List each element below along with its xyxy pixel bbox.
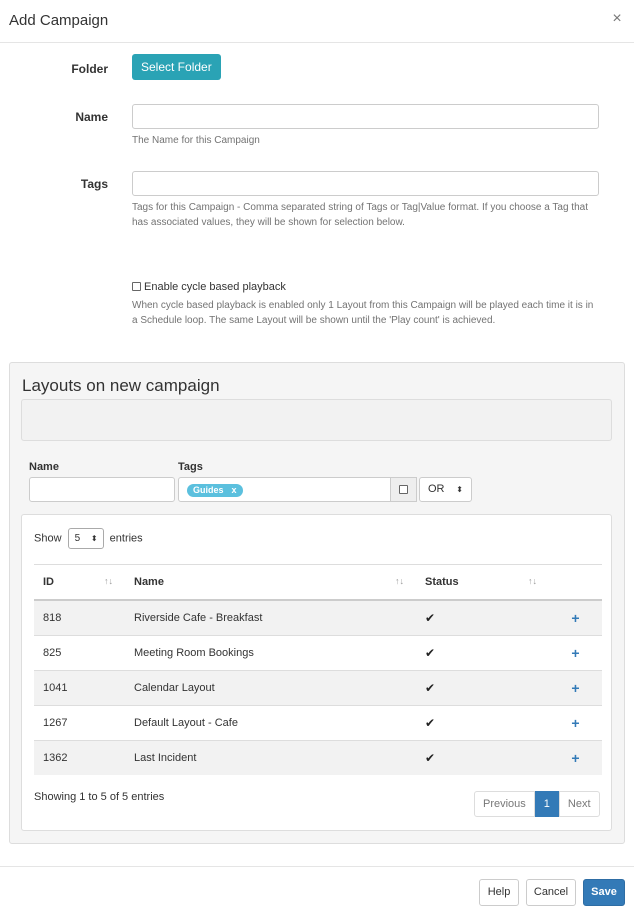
cycle-help-text: When cycle based playback is enabled only 1 Layout from this Campaign will be played each time it is in a Schedule loop. The same Layout will be shown until the 'Play count' is achieved.: [132, 300, 594, 326]
filter-name-label: Name: [29, 461, 59, 473]
check-icon: ✔: [425, 646, 436, 660]
filter-tags-label: Tags: [178, 461, 203, 473]
table-row: [34, 741, 602, 776]
column-header-label: Status: [425, 576, 459, 588]
cell-status: [416, 636, 549, 671]
tags-label: Tags: [80, 177, 108, 191]
cell-name: Last Incident: [125, 741, 416, 776]
name-input[interactable]: [132, 104, 599, 129]
pagination-next[interactable]: Next: [559, 791, 600, 817]
tags-input[interactable]: [132, 171, 599, 196]
cell-id: 818: [34, 600, 125, 636]
tags-operator-select[interactable]: [419, 477, 472, 502]
column-header-label: ID: [43, 576, 54, 588]
show-label: Show: [34, 532, 62, 545]
modal-footer: [0, 866, 634, 914]
layouts-table: [34, 564, 602, 775]
filter-tags-input[interactable]: [178, 477, 391, 502]
cell-name: Default Layout - Cafe: [125, 706, 416, 741]
tags-help-text: Tags for this Campaign - Comma separated string of Tags or Tag|Value format. If you choose a Tag that has associated values, they will be shown for selection below.: [132, 202, 588, 228]
cell-name: Calendar Layout: [125, 671, 416, 706]
cell-action: [549, 741, 602, 776]
table-row: [34, 600, 602, 636]
folder-label: Folder: [71, 62, 108, 76]
table-info: Showing 1 to 5 of 5 entries: [34, 791, 165, 803]
cell-action: [549, 600, 602, 636]
help-button[interactable]: Help: [479, 879, 519, 906]
sort-icon: ↑↓: [395, 576, 404, 586]
pagination: [474, 791, 600, 817]
exact-tags-checkbox[interactable]: [399, 485, 408, 494]
add-layout-plus-icon[interactable]: +: [571, 645, 580, 661]
table-header-row: [34, 565, 602, 601]
cell-status: [416, 671, 549, 706]
cell-action: [549, 671, 602, 706]
table-row: [34, 706, 602, 741]
name-label: Name: [75, 110, 108, 124]
entries-label: entries: [109, 532, 143, 545]
tags-operator-value: OR: [428, 483, 445, 495]
filter-name-input[interactable]: [29, 477, 175, 502]
cycle-checkbox-label: Enable cycle based playback: [144, 280, 286, 293]
modal-title: Add Campaign: [9, 12, 109, 29]
add-layout-plus-icon[interactable]: +: [571, 680, 580, 696]
cell-id: 1041: [34, 671, 125, 706]
cell-status: [416, 706, 549, 741]
show-entries: [34, 528, 143, 549]
layouts-panel: [9, 362, 625, 844]
select-arrows-icon: ⬍: [456, 485, 463, 494]
cell-id: 825: [34, 636, 125, 671]
column-header-id[interactable]: [34, 565, 125, 601]
column-header-label: Name: [134, 576, 164, 588]
add-layout-plus-icon[interactable]: +: [571, 610, 580, 626]
column-header-name[interactable]: [125, 565, 416, 601]
add-layout-plus-icon[interactable]: +: [571, 715, 580, 731]
column-header-actions: [549, 565, 602, 601]
tag-pill-label: Guides: [193, 485, 224, 495]
cell-id: 1267: [34, 706, 125, 741]
cycle-checkbox-group[interactable]: [132, 279, 286, 293]
table-row: [34, 671, 602, 706]
cell-name: Riverside Cafe - Breakfast: [125, 600, 416, 636]
select-arrows-icon: ⬍: [90, 534, 98, 543]
assigned-layouts-area[interactable]: [21, 399, 612, 441]
modal-header: [0, 0, 634, 43]
cell-action: [549, 706, 602, 741]
cell-status: [416, 741, 549, 776]
exact-tags-addon: [390, 477, 417, 502]
check-icon: ✔: [425, 681, 436, 695]
layouts-panel-title: Layouts on new campaign: [22, 376, 220, 395]
cell-name: Meeting Room Bookings: [125, 636, 416, 671]
entries-select[interactable]: [68, 528, 104, 549]
check-icon: ✔: [425, 611, 436, 625]
pagination-page-1[interactable]: 1: [535, 791, 559, 817]
column-header-status[interactable]: [416, 565, 549, 601]
tag-pill-guides: [187, 484, 243, 497]
add-layout-plus-icon[interactable]: +: [571, 750, 580, 766]
check-icon: ✔: [425, 716, 436, 730]
cell-action: [549, 636, 602, 671]
close-icon[interactable]: ×: [612, 10, 622, 27]
layouts-table-box: [21, 514, 612, 831]
table-row: [34, 636, 602, 671]
cancel-button[interactable]: Cancel: [526, 879, 576, 906]
sort-ascending-icon: ↑↓: [104, 576, 113, 586]
cycle-checkbox[interactable]: [132, 282, 141, 291]
tag-pill-remove-icon[interactable]: x: [231, 485, 237, 495]
save-button[interactable]: Save: [583, 879, 625, 906]
name-help-text: The Name for this Campaign: [132, 135, 260, 146]
sort-icon: ↑↓: [528, 576, 537, 586]
cell-status: [416, 600, 549, 636]
cell-id: 1362: [34, 741, 125, 776]
select-folder-button[interactable]: Select Folder: [132, 54, 221, 80]
check-icon: ✔: [425, 751, 436, 765]
entries-value: 5: [74, 533, 81, 544]
pagination-previous[interactable]: Previous: [474, 791, 535, 817]
